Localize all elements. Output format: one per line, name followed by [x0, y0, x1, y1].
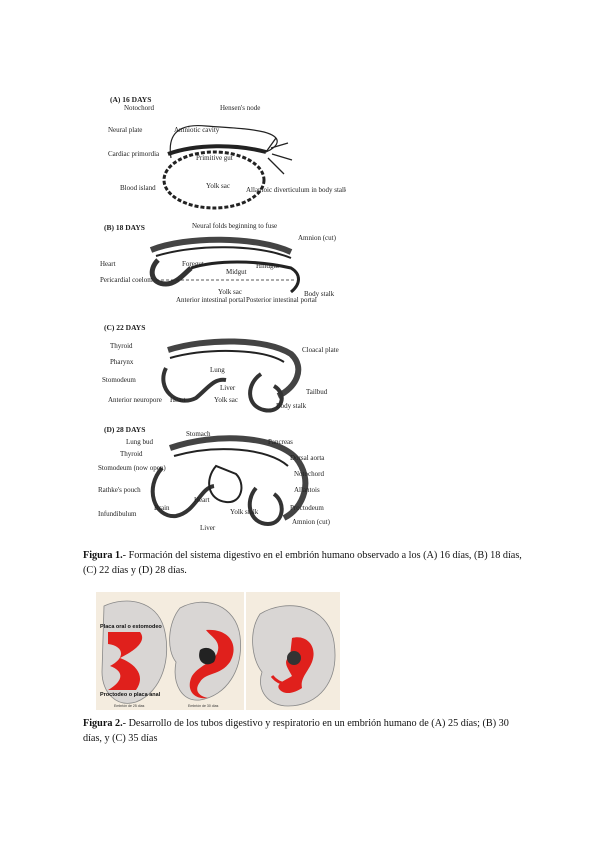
panel-d-title: (D) 28 DAYS — [104, 425, 146, 434]
label-pericardial-coelom: Pericardial coelom — [100, 276, 153, 284]
label-neural-plate: Neural plate — [108, 126, 143, 134]
panel-b-title: (B) 18 DAYS — [104, 223, 145, 232]
figure-1-embryo-diagram — [96, 88, 346, 548]
label-thyroid-d: Thyroid — [120, 450, 143, 458]
label-allantoic: Allantoic diverticulum in body stalk — [246, 186, 346, 194]
label-body-stalk-c: Body stalk — [276, 402, 307, 410]
label-amniotic-cavity: Amniotic cavity — [174, 126, 220, 134]
label-liver-c: Liver — [220, 384, 236, 392]
label-sub-30: Embrión de 30 días — [188, 704, 219, 708]
label-yolk-sac-b: Yolk sac — [218, 288, 242, 296]
label-lung-c: Lung — [210, 366, 225, 374]
label-yolk-sac-a: Yolk sac — [206, 182, 230, 190]
label-allantois: Allantois — [294, 486, 320, 494]
label-blood-island: Blood island — [120, 184, 156, 192]
label-notochord-d: Notochord — [294, 470, 324, 478]
embryo-c — [253, 606, 335, 706]
label-proctodeum: Proctodeum — [290, 504, 324, 512]
label-amnion-d: Amnion (cut) — [292, 518, 330, 526]
label-yolk-stalk: Yolk stalk — [230, 508, 259, 516]
label-amnion-b: Amnion (cut) — [298, 234, 336, 242]
panel-a-drawing — [164, 126, 292, 208]
label-hindgut: Hindgut — [256, 262, 279, 270]
label-stomodeum-c: Stomodeum — [102, 376, 136, 384]
label-cardiac-primordia: Cardiac primordia — [108, 150, 160, 158]
label-anterior-portal: Anterior intestinal portal — [176, 296, 246, 304]
label-heart-d: Heart — [194, 496, 210, 504]
label-dorsal-aorta: Dorsal aorta — [290, 454, 325, 462]
label-thyroid-c: Thyroid — [110, 342, 133, 350]
label-heart-c: Heart — [170, 396, 186, 404]
label-midgut: Midgut — [226, 268, 247, 276]
label-stomodeum-d: Stomodeum (now open) — [98, 464, 166, 472]
label-anterior-neuropore: Anterior neuropore — [108, 396, 162, 404]
label-liver-d: Liver — [200, 524, 216, 532]
label-lung-bud: Lung bud — [126, 438, 154, 446]
label-yolk-sac-c: Yolk sac — [214, 396, 238, 404]
label-tailbud: Tailbud — [306, 388, 328, 396]
label-notochord-a: Notochord — [124, 104, 154, 112]
label-cloacal-plate: Cloacal plate — [302, 346, 339, 354]
label-placa-oral: Placa oral o estomodeo — [100, 624, 162, 630]
label-stomach: Stomach — [186, 430, 211, 438]
figure-2-embryo-photos — [96, 592, 340, 710]
label-body-stalk-b: Body stalk — [304, 290, 335, 298]
figure-2-caption — [83, 716, 523, 746]
label-brain: Brain — [154, 504, 170, 512]
panel-a-title: (A) 16 DAYS — [110, 95, 152, 104]
label-rathkes-pouch: Rathke's pouch — [98, 486, 141, 494]
panel-c-title: (C) 22 DAYS — [104, 323, 146, 332]
label-proctodeo: Proctodeo o placa anal — [100, 692, 161, 698]
label-neural-folds: Neural folds beginning to fuse — [192, 222, 278, 230]
caption-1-label: Figura 1. — [83, 550, 123, 561]
label-foregut: Foregut — [182, 260, 204, 268]
label-pharynx: Pharynx — [110, 358, 134, 366]
label-hensens-node: Hensen's node — [220, 104, 261, 112]
label-posterior-portal: Posterior intestinal portal — [246, 296, 317, 304]
label-infundibulum: Infundibulum — [98, 510, 137, 518]
figure-1-caption — [83, 548, 523, 578]
caption-2-label: Figura 2. — [83, 718, 123, 729]
caption-1-text: - Formación del sistema digestivo en el embrión humano observado a los (A) 16 días, (B) 18 días, (C) 22 días y (D) 28 días. — [83, 550, 522, 576]
label-sub-25: Embrión de 25 días — [114, 704, 145, 708]
label-heart-b: Heart — [100, 260, 116, 268]
caption-2-text: - Desarrollo de los tubos digestivo y respiratorio en un embrión humano de (A) 25 días; (B) 30 días, y (C) 35 días — [83, 718, 509, 744]
label-primitive-gut: Primitive gut — [196, 154, 233, 162]
label-pancreas: Pancreas — [268, 438, 293, 446]
